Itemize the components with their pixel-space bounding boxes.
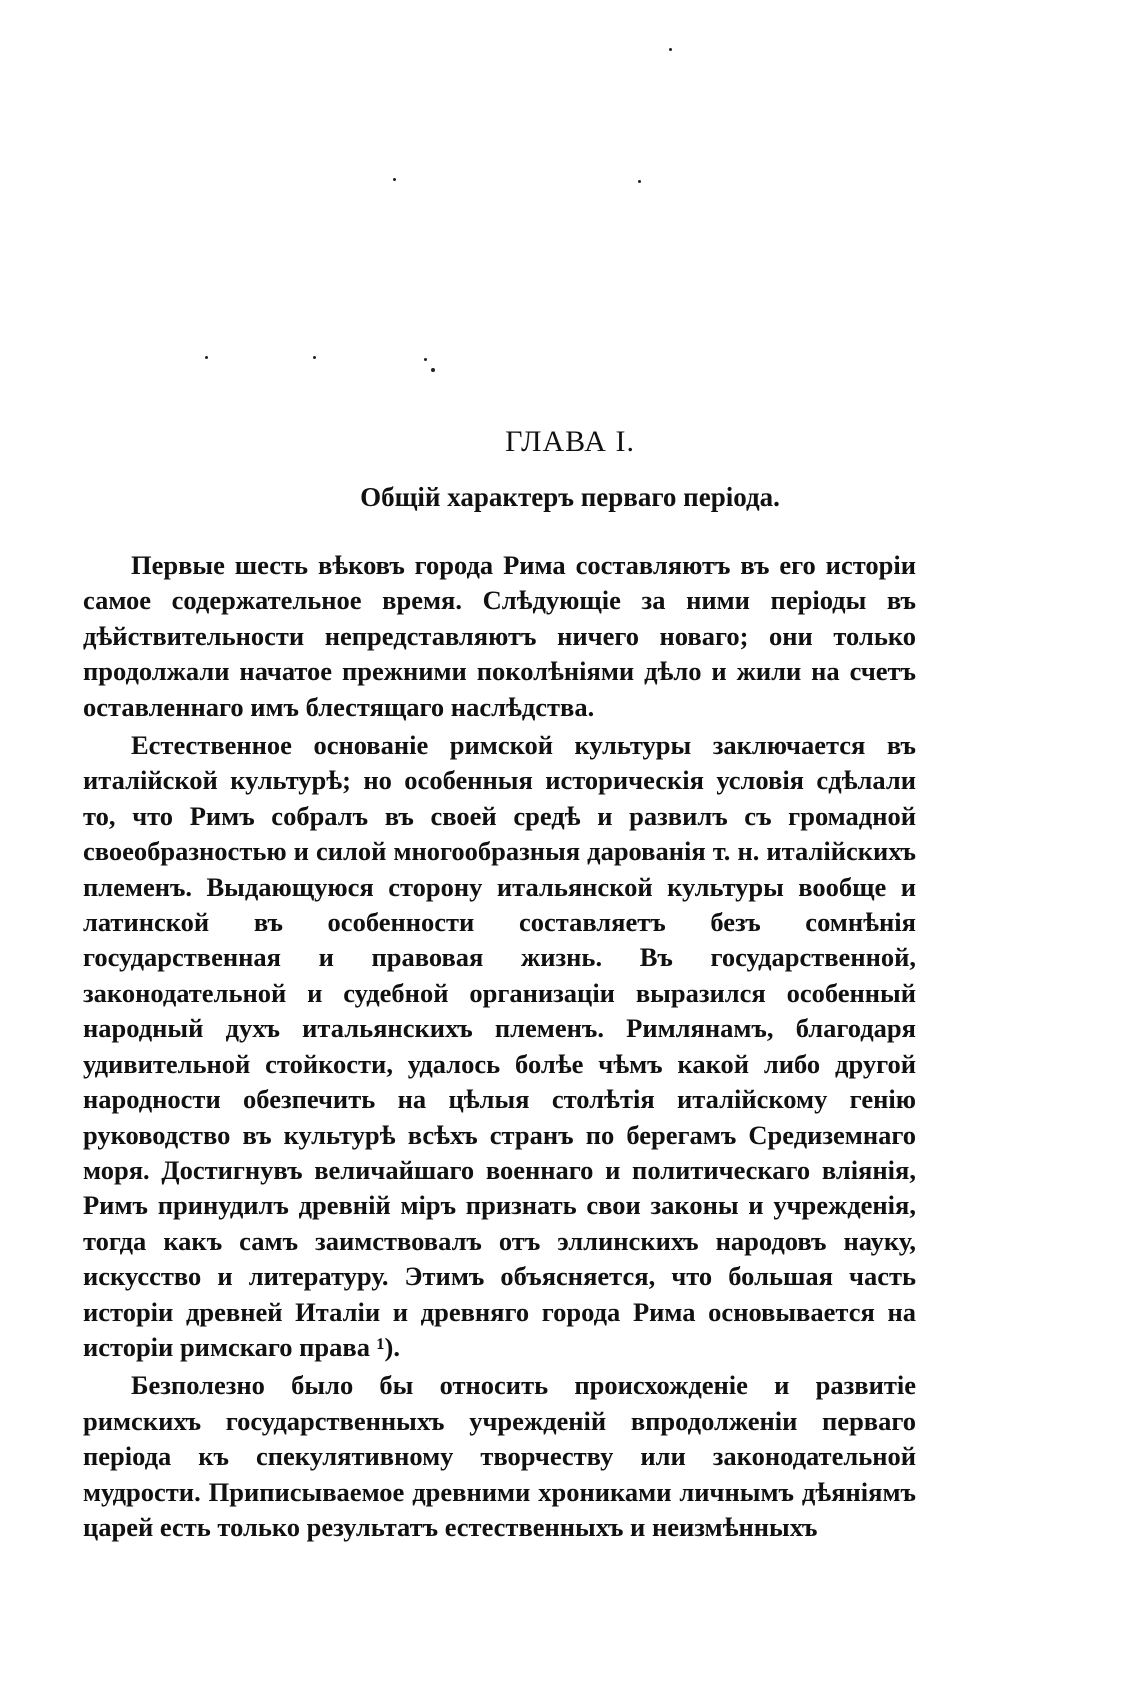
scan-speck: [431, 368, 435, 372]
scan-speck: [638, 180, 641, 183]
chapter-body: [83, 548, 916, 1548]
scan-speck: [669, 48, 672, 51]
scan-speck: [393, 178, 396, 181]
scan-speck: [205, 356, 208, 359]
scan-speck: [424, 358, 427, 361]
paragraph: Первые шесть вѣковъ города Рима составляютъ въ его исторіи самое содержательное время. Слѣдующіе за ними періоды въ дѣйствительности непредставляютъ ничего новаго; они только продолжали начатое прежними поколѣніями дѣло и жили на счетъ оставленнаго имъ блестящаго наслѣдства.: [83, 550, 916, 722]
paragraph: Естественное основаніе римской культуры заключается въ италійской культурѣ; но особенныя историческія условія сдѣлали то, что Римъ собралъ въ своей средѣ и развилъ съ громадной своеобразностью и силой многообразныя дарованія т. н. италійскихъ племенъ. Выдающуюся сторону итальянской культуры вообще и латинской въ особенности составляетъ безъ сомнѣнія государственная и правовая жизнь. Въ государственной, законодательной и судебной организаціи выразился особенный народный духъ итальянскихъ племенъ. Римлянамъ, благодаря удивительной стойкости, удалось болѣе чѣмъ какой либо другой народности обезпечить на цѣлыя столѣтія италійскому генію руководство въ культурѣ всѣхъ странъ по берегамъ Средиземнаго моря. Достигнувъ величайшаго военнаго и политическаго вліянія, Римъ принудилъ древній міръ признать свои законы и учрежденія, тогда какъ самъ заимствовалъ отъ эллинскихъ народовъ науку, искусство и литературу. Этимъ объясняется, что большая часть исторіи древней Италіи и древняго города Рима основывается на исторіи римскаго права ¹).: [83, 730, 916, 1362]
chapter-title: Общій характеръ перваго періода.: [360, 482, 780, 512]
chapter-number: ГЛАВА I.: [505, 425, 635, 458]
scan-speck: [313, 356, 316, 359]
paragraph: Безполезно было бы относить происхожденіе и развитіе римскихъ государственныхъ учрежденій впродолженіи перваго періода къ спекулятивному творчеству или законодательной мудрости. Приписываемое древними хрониками личнымъ дѣяніямъ царей есть только результатъ естественныхъ и неизмѣнныхъ: [83, 1370, 916, 1542]
